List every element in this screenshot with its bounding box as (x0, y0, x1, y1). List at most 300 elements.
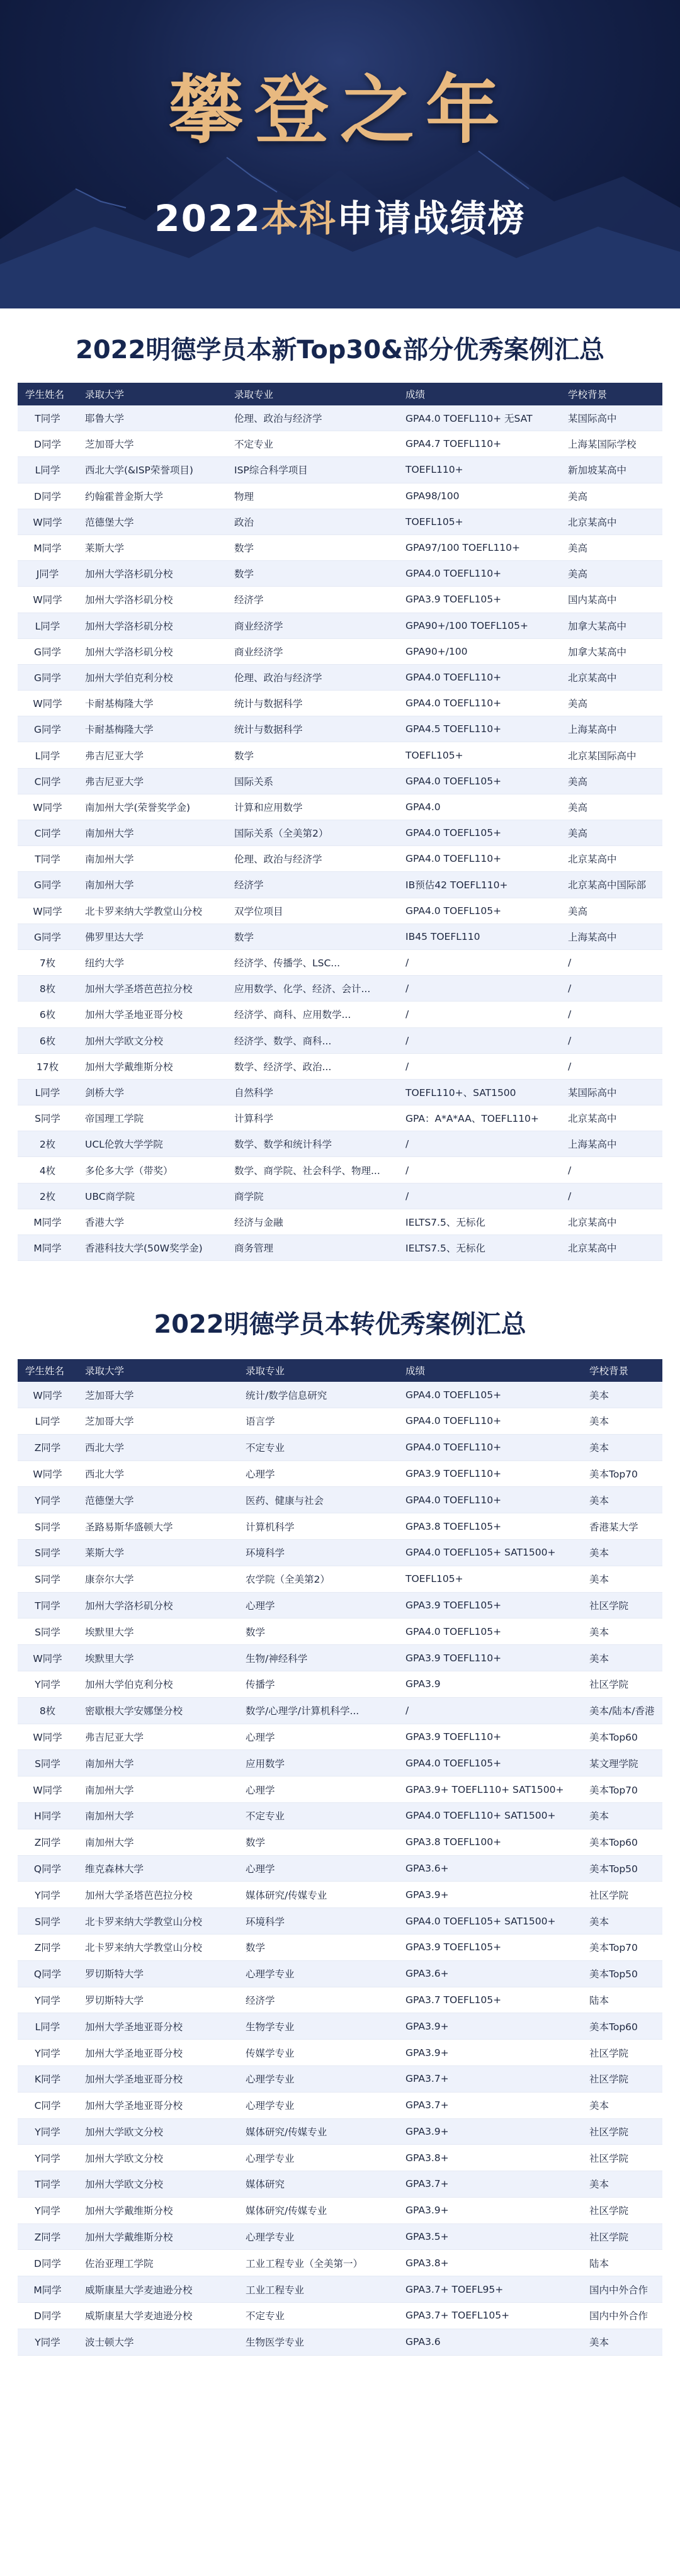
cell-school-background: 美本 (582, 1566, 662, 1592)
table-row (18, 1697, 662, 1724)
table-row (18, 1671, 662, 1697)
cell-student-name: K同学 (18, 2065, 77, 2092)
cell-scores: GPA3.9+ (398, 2197, 582, 2223)
table-row (18, 794, 662, 820)
table-row (18, 1618, 662, 1645)
cell-university: 维克森林大学 (77, 1855, 238, 1882)
cell-scores: GPA4.0 TOEFL105+ (398, 820, 560, 846)
cell-university: 莱斯大学 (77, 534, 227, 560)
cell-scores: GPA4.0 TOEFL105+ (398, 1750, 582, 1777)
cell-school-background: 某国际高中 (560, 1079, 662, 1105)
section-title-transfer-students: 2022明德学员本转优秀案例汇总 (154, 1310, 526, 1340)
table-row (18, 1235, 662, 1261)
cell-major: 数学 (227, 924, 398, 949)
cell-major: 心理学专业 (238, 2092, 398, 2118)
header-scores: 成绩 (398, 1359, 582, 1382)
cell-student-name: Y同学 (18, 2329, 77, 2355)
table-row (18, 1209, 662, 1234)
cell-student-name: 2枚 (18, 1183, 77, 1209)
cell-major: 伦理、政治与经济学 (227, 846, 398, 872)
cell-school-background: / (560, 1002, 662, 1027)
cell-university: 加州大学戴维斯分校 (77, 1053, 227, 1079)
cell-school-background: 美高 (560, 898, 662, 924)
cell-university: 芝加哥大学 (77, 1408, 238, 1434)
cell-scores: GPA3.7+ (398, 2092, 582, 2118)
cell-major: 不定专业 (238, 1802, 398, 1829)
cell-scores: GPA3.7 TOEFL105+ (398, 1987, 582, 2013)
table-row (18, 2329, 662, 2355)
cell-student-name: H同学 (18, 1802, 77, 1829)
table-row (18, 924, 662, 949)
table-row (18, 1592, 662, 1618)
cell-school-background: 美本Top60 (582, 1829, 662, 1855)
cell-major: 统计与数据科学 (227, 716, 398, 742)
cell-university: 卡耐基梅隆大学 (77, 716, 227, 742)
table-row (18, 1460, 662, 1487)
cell-scores: GPA：A*A*AA、TOEFL110+ (398, 1105, 560, 1131)
table-row (18, 2118, 662, 2145)
cell-student-name: D同学 (18, 431, 77, 457)
cell-scores: GPA97/100 TOEFL110+ (398, 534, 560, 560)
cell-school-background: 社区学院 (582, 2223, 662, 2250)
cell-school-background: 美本Top70 (582, 1460, 662, 1487)
cell-scores: GPA3.8 TOEFL105+ (398, 1513, 582, 1540)
cell-scores: GPA4.0 TOEFL105+ SAT1500+ (398, 1908, 582, 1935)
cell-university: 波士顿大学 (77, 2329, 238, 2355)
cell-major: 工业工程专业（全美第一） (238, 2250, 398, 2276)
cell-student-name: L同学 (18, 1408, 77, 1434)
cell-university: 加州大学欧文分校 (77, 2118, 238, 2145)
cell-major: ISP综合科学项目 (227, 457, 398, 483)
cell-school-background: 北京某国际高中 (560, 742, 662, 768)
cell-scores: GPA3.7+ TOEFL95+ (398, 2276, 582, 2303)
cell-major: 经济与金融 (227, 1209, 398, 1234)
cell-scores: GPA3.8+ (398, 2145, 582, 2171)
cell-school-background: 国内中外合作 (582, 2276, 662, 2303)
cell-major: 国际关系 (227, 768, 398, 794)
cell-major: 经济学 (227, 872, 398, 898)
cell-scores: GPA4.5 TOEFL110+ (398, 716, 560, 742)
cell-university: 加州大学欧文分校 (77, 2145, 238, 2171)
cell-university: 南加州大学 (77, 820, 227, 846)
cell-scores: GPA4.0 TOEFL105+ (398, 1618, 582, 1645)
cell-school-background: 美本 (582, 2092, 662, 2118)
cell-university: 芝加哥大学 (77, 1382, 238, 1408)
table-row (18, 1566, 662, 1592)
cell-school-background: 社区学院 (582, 2065, 662, 2092)
table-row (18, 2092, 662, 2118)
table-row (18, 1645, 662, 1671)
cell-school-background: 北京某高中 (560, 846, 662, 872)
cell-student-name: Y同学 (18, 1671, 77, 1697)
table-row (18, 664, 662, 690)
cell-university: 西北大学 (77, 1460, 238, 1487)
cell-student-name: Y同学 (18, 1987, 77, 2013)
cell-university: 南加州大学(荣誉奖学金) (77, 794, 227, 820)
table-row (18, 742, 662, 768)
cell-major: 商务管理 (227, 1235, 398, 1261)
cell-school-background: 社区学院 (582, 2040, 662, 2066)
cell-school-background: 社区学院 (582, 1671, 662, 1697)
cell-scores: GPA3.5+ (398, 2223, 582, 2250)
cell-major: 心理学专业 (238, 1960, 398, 1987)
cell-major: 经济学 (227, 587, 398, 613)
table-row (18, 1960, 662, 1987)
cell-student-name: T同学 (18, 2171, 77, 2198)
cell-scores: TOEFL105+ (398, 509, 560, 534)
cell-university: 加州大学圣塔芭芭拉分校 (77, 976, 227, 1002)
table-row (18, 457, 662, 483)
cell-major: 数学 (227, 742, 398, 768)
cell-scores: GPA3.6+ (398, 1855, 582, 1882)
cell-school-background: 美高 (560, 483, 662, 509)
table-row (18, 2303, 662, 2329)
table-row (18, 1157, 662, 1183)
cell-school-background: 美高 (560, 534, 662, 560)
cell-school-background: / (560, 949, 662, 975)
cell-student-name: M同学 (18, 534, 77, 560)
cell-major: 环境科学 (238, 1539, 398, 1566)
cell-student-name: M同学 (18, 1235, 77, 1261)
cell-student-name: 8枚 (18, 1697, 77, 1724)
cell-student-name: S同学 (18, 1566, 77, 1592)
table-row (18, 2013, 662, 2040)
cell-scores: / (398, 976, 560, 1002)
cell-student-name: W同学 (18, 1777, 77, 1803)
table-row (18, 1053, 662, 1079)
cell-student-name: Z同学 (18, 2223, 77, 2250)
table-row (18, 1777, 662, 1803)
header-school-background: 学校背景 (582, 1359, 662, 1382)
cell-scores: / (398, 1697, 582, 1724)
cell-university: 加州大学洛杉矶分校 (77, 638, 227, 664)
table-row (18, 1513, 662, 1540)
cell-school-background: 美本Top60 (582, 2013, 662, 2040)
cell-scores: GPA3.9+ (398, 2040, 582, 2066)
cell-school-background: 美本 (582, 2329, 662, 2355)
cell-student-name: G同学 (18, 664, 77, 690)
cell-school-background: 陆本 (582, 2250, 662, 2276)
table-row (18, 2171, 662, 2198)
table-body (18, 405, 662, 1261)
cell-student-name: Y同学 (18, 2040, 77, 2066)
cell-school-background: 美本 (582, 1434, 662, 1460)
cell-school-background: 上海某高中 (560, 1131, 662, 1157)
cell-major: 统计与数据科学 (227, 691, 398, 716)
cell-student-name: M同学 (18, 2276, 77, 2303)
cell-scores: GPA4.0 TOEFL110+ (398, 1408, 582, 1434)
table-row (18, 1382, 662, 1408)
cell-student-name: Y同学 (18, 1487, 77, 1513)
cell-scores: GPA4.0 TOEFL110+ (398, 846, 560, 872)
cell-scores: GPA4.7 TOEFL110+ (398, 431, 560, 457)
cell-school-background: 美本Top60 (582, 1724, 662, 1750)
cell-student-name: 6枚 (18, 1027, 77, 1053)
cell-university: 南加州大学 (77, 1750, 238, 1777)
cell-school-background: 社区学院 (582, 2118, 662, 2145)
cell-scores: GPA4.0 TOEFL110+ (398, 691, 560, 716)
cell-student-name: J同学 (18, 561, 77, 587)
cell-major: 数学 (238, 1829, 398, 1855)
cell-university: 北卡罗来纳大学教堂山分校 (77, 898, 227, 924)
cell-student-name: 2枚 (18, 1131, 77, 1157)
table-row (18, 2065, 662, 2092)
header-student-name: 学生姓名 (18, 383, 77, 405)
table-row (18, 2276, 662, 2303)
cell-student-name: D同学 (18, 2303, 77, 2329)
table-row (18, 1987, 662, 2013)
hero-subtitle (0, 189, 680, 242)
cell-scores: / (398, 1027, 560, 1053)
cell-major: 媒体研究 (238, 2171, 398, 2198)
table-row (18, 976, 662, 1002)
table-row (18, 2197, 662, 2223)
cell-school-background: 某国际高中 (560, 405, 662, 431)
cell-major: 国际关系（全美第2） (227, 820, 398, 846)
cell-scores: TOEFL105+ (398, 1566, 582, 1592)
cell-university: 剑桥大学 (77, 1079, 227, 1105)
cell-school-background: 上海某高中 (560, 716, 662, 742)
cell-major: 经济学、数学、商科... (227, 1027, 398, 1053)
cell-university: 南加州大学 (77, 1802, 238, 1829)
table-row (18, 405, 662, 431)
table-row (18, 1934, 662, 1960)
table-row (18, 949, 662, 975)
cell-school-background: 美本 (582, 1487, 662, 1513)
cell-scores: GPA4.0 (398, 794, 560, 820)
cell-scores: GPA4.0 TOEFL105+ (398, 768, 560, 794)
cell-student-name: Q同学 (18, 1960, 77, 1987)
table-row (18, 2040, 662, 2066)
cell-student-name: W同学 (18, 587, 77, 613)
cell-scores: IB45 TOEFL110 (398, 924, 560, 949)
cell-school-background: 社区学院 (582, 2145, 662, 2171)
cell-scores: IELTS7.5、无标化 (398, 1235, 560, 1261)
cell-scores: GPA3.9 TOEFL105+ (398, 1934, 582, 1960)
cell-school-background: 国内某高中 (560, 587, 662, 613)
header-scores: 成绩 (398, 383, 560, 405)
cell-major: 农学院（全美第2） (238, 1566, 398, 1592)
cell-major: 计算和应用数学 (227, 794, 398, 820)
cell-scores: GPA3.9 TOEFL110+ (398, 1460, 582, 1487)
header-university: 录取大学 (77, 1359, 238, 1382)
cell-student-name: W同学 (18, 1645, 77, 1671)
table-row (18, 1724, 662, 1750)
cell-major: 应用数学、化学、经济、会计... (227, 976, 398, 1002)
cell-school-background: 美本Top50 (582, 1855, 662, 1882)
cell-school-background: / (560, 1183, 662, 1209)
table-body (18, 1382, 662, 2355)
cell-school-background: 北京某高中 (560, 1235, 662, 1261)
cell-university: 加州大学洛杉矶分校 (77, 1592, 238, 1618)
cell-university: 加州大学圣地亚哥分校 (77, 2013, 238, 2040)
cell-major: 数学 (238, 1934, 398, 1960)
cell-major: 心理学 (238, 1592, 398, 1618)
table-row (18, 768, 662, 794)
table-row (18, 1434, 662, 1460)
header-student-name: 学生姓名 (18, 1359, 77, 1382)
cell-university: 佛罗里达大学 (77, 924, 227, 949)
cell-school-background: 美高 (560, 691, 662, 716)
cell-major: 应用数学 (238, 1750, 398, 1777)
table-row (18, 1131, 662, 1157)
cell-student-name: Z同学 (18, 1829, 77, 1855)
cell-scores: GPA3.9 (398, 1671, 582, 1697)
table-row (18, 1487, 662, 1513)
cell-university: 加州大学圣塔芭芭拉分校 (77, 1882, 238, 1908)
header-major: 录取专业 (238, 1359, 398, 1382)
header-school-background: 学校背景 (560, 383, 662, 405)
cell-student-name: W同学 (18, 1724, 77, 1750)
cell-scores: GPA4.0 TOEFL105+ (398, 1382, 582, 1408)
cell-school-background: / (560, 1053, 662, 1079)
cell-major: 传播学 (238, 1671, 398, 1697)
cell-university: 埃默里大学 (77, 1618, 238, 1645)
cell-scores: GPA3.9+ (398, 2013, 582, 2040)
table-row (18, 1908, 662, 1935)
cell-major: 商业经济学 (227, 638, 398, 664)
cell-school-background: 美本 (582, 1618, 662, 1645)
cell-major: 数学、商学院、社会科学、物理... (227, 1157, 398, 1183)
cell-student-name: D同学 (18, 2250, 77, 2276)
cell-university: 弗吉尼亚大学 (77, 742, 227, 768)
cell-scores: GPA3.9 TOEFL105+ (398, 1592, 582, 1618)
cell-student-name: Q同学 (18, 1855, 77, 1882)
cell-university: 加州大学洛杉矶分校 (77, 587, 227, 613)
cell-student-name: T同学 (18, 846, 77, 872)
table-row (18, 534, 662, 560)
cell-university: 帝国理工学院 (77, 1105, 227, 1131)
cell-school-background: 美本 (582, 1645, 662, 1671)
cell-university: 加州大学圣地亚哥分校 (77, 1002, 227, 1027)
cell-university: UBC商学院 (77, 1183, 227, 1209)
cell-scores: IELTS7.5、无标化 (398, 1209, 560, 1234)
cell-major: 经济学 (238, 1987, 398, 2013)
cell-university: 南加州大学 (77, 872, 227, 898)
table-row (18, 2250, 662, 2276)
cell-major: 心理学 (238, 1855, 398, 1882)
cell-major: 双学位项目 (227, 898, 398, 924)
cell-major: 不定专业 (227, 431, 398, 457)
cell-university: 加州大学欧文分校 (77, 1027, 227, 1053)
cell-student-name: D同学 (18, 483, 77, 509)
cell-university: 卡耐基梅隆大学 (77, 691, 227, 716)
cell-university: 芝加哥大学 (77, 431, 227, 457)
cell-school-background: 加拿大某高中 (560, 613, 662, 638)
cell-student-name: M同学 (18, 1209, 77, 1234)
cell-scores: GPA98/100 (398, 483, 560, 509)
cell-university: 埃默里大学 (77, 1645, 238, 1671)
cell-student-name: T同学 (18, 1592, 77, 1618)
cell-university: 圣路易斯华盛顿大学 (77, 1513, 238, 1540)
cell-major: 自然科学 (227, 1079, 398, 1105)
cell-university: 南加州大学 (77, 1777, 238, 1803)
cell-major: 心理学 (238, 1460, 398, 1487)
cell-scores: GPA3.8 TOEFL100+ (398, 1829, 582, 1855)
cell-school-background: 上海某国际学校 (560, 431, 662, 457)
cell-university: 加州大学戴维斯分校 (77, 2197, 238, 2223)
cell-university: 加州大学洛杉矶分校 (77, 613, 227, 638)
cell-major: 医药、健康与社会 (238, 1487, 398, 1513)
cell-scores: / (398, 1131, 560, 1157)
cell-major: 媒体研究/传媒专业 (238, 2118, 398, 2145)
cell-university: 北卡罗来纳大学教堂山分校 (77, 1908, 238, 1935)
cell-student-name: S同学 (18, 1539, 77, 1566)
cell-school-background: 美高 (560, 794, 662, 820)
header-university: 录取大学 (77, 383, 227, 405)
cell-school-background: 国内中外合作 (582, 2303, 662, 2329)
cell-major: 生物/神经科学 (238, 1645, 398, 1671)
cell-school-background: / (560, 1027, 662, 1053)
cell-university: 加州大学戴维斯分校 (77, 2223, 238, 2250)
cell-school-background: 美高 (560, 561, 662, 587)
table-row (18, 2223, 662, 2250)
cell-school-background: 北京某高中 (560, 509, 662, 534)
results-table-transfer (18, 1359, 662, 2355)
cell-school-background: 美本 (582, 1382, 662, 1408)
cell-scores: GPA4.0 TOEFL110+ SAT1500+ (398, 1802, 582, 1829)
cell-university: 范德堡大学 (77, 1487, 238, 1513)
cell-student-name: T同学 (18, 405, 77, 431)
cell-school-background: 美本 (582, 1908, 662, 1935)
cell-student-name: S同学 (18, 1750, 77, 1777)
table-row (18, 1105, 662, 1131)
cell-student-name: W同学 (18, 898, 77, 924)
cell-student-name: 7枚 (18, 949, 77, 975)
cell-university: 加州大学洛杉矶分校 (77, 561, 227, 587)
cell-student-name: S同学 (18, 1105, 77, 1131)
cell-university: 密歇根大学安娜堡分校 (77, 1697, 238, 1724)
cell-university: 西北大学(&ISP荣誉项目) (77, 457, 227, 483)
cell-major: 心理学 (238, 1777, 398, 1803)
cell-scores: / (398, 1053, 560, 1079)
cell-scores: GPA4.0 TOEFL105+ SAT1500+ (398, 1539, 582, 1566)
cell-student-name: C同学 (18, 2092, 77, 2118)
cell-scores: GPA3.7+ (398, 2065, 582, 2092)
table-row (18, 716, 662, 742)
cell-student-name: L同学 (18, 742, 77, 768)
cell-major: 伦理、政治与经济学 (227, 664, 398, 690)
cell-university: 北卡罗来纳大学教堂山分校 (77, 1934, 238, 1960)
cell-student-name: Y同学 (18, 2197, 77, 2223)
table-row (18, 1408, 662, 1434)
cell-scores: GPA90+/100 (398, 638, 560, 664)
cell-student-name: Y同学 (18, 2118, 77, 2145)
cell-school-background: 社区学院 (582, 1882, 662, 1908)
cell-university: 纽约大学 (77, 949, 227, 975)
cell-student-name: 8枚 (18, 976, 77, 1002)
cell-student-name: L同学 (18, 457, 77, 483)
cell-university: 罗切斯特大学 (77, 1987, 238, 2013)
table-row (18, 1750, 662, 1777)
cell-student-name: W同学 (18, 1382, 77, 1408)
cell-major: 心理学专业 (238, 2145, 398, 2171)
cell-scores: GPA4.0 TOEFL110+ (398, 1434, 582, 1460)
table-row (18, 1079, 662, 1105)
table-row (18, 1882, 662, 1908)
cell-scores: GPA3.7+ TOEFL105+ (398, 2303, 582, 2329)
cell-student-name: W同学 (18, 1460, 77, 1487)
cell-school-background: 北京某高中国际部 (560, 872, 662, 898)
cell-student-name: S同学 (18, 1513, 77, 1540)
cell-university: 加州大学圣地亚哥分校 (77, 2065, 238, 2092)
cell-student-name: W同学 (18, 794, 77, 820)
cell-school-background: 美高 (560, 820, 662, 846)
cell-university: 加州大学伯克利分校 (77, 1671, 238, 1697)
cell-student-name: G同学 (18, 716, 77, 742)
cell-school-background: 美本 (582, 2171, 662, 2198)
cell-student-name: S同学 (18, 1908, 77, 1935)
